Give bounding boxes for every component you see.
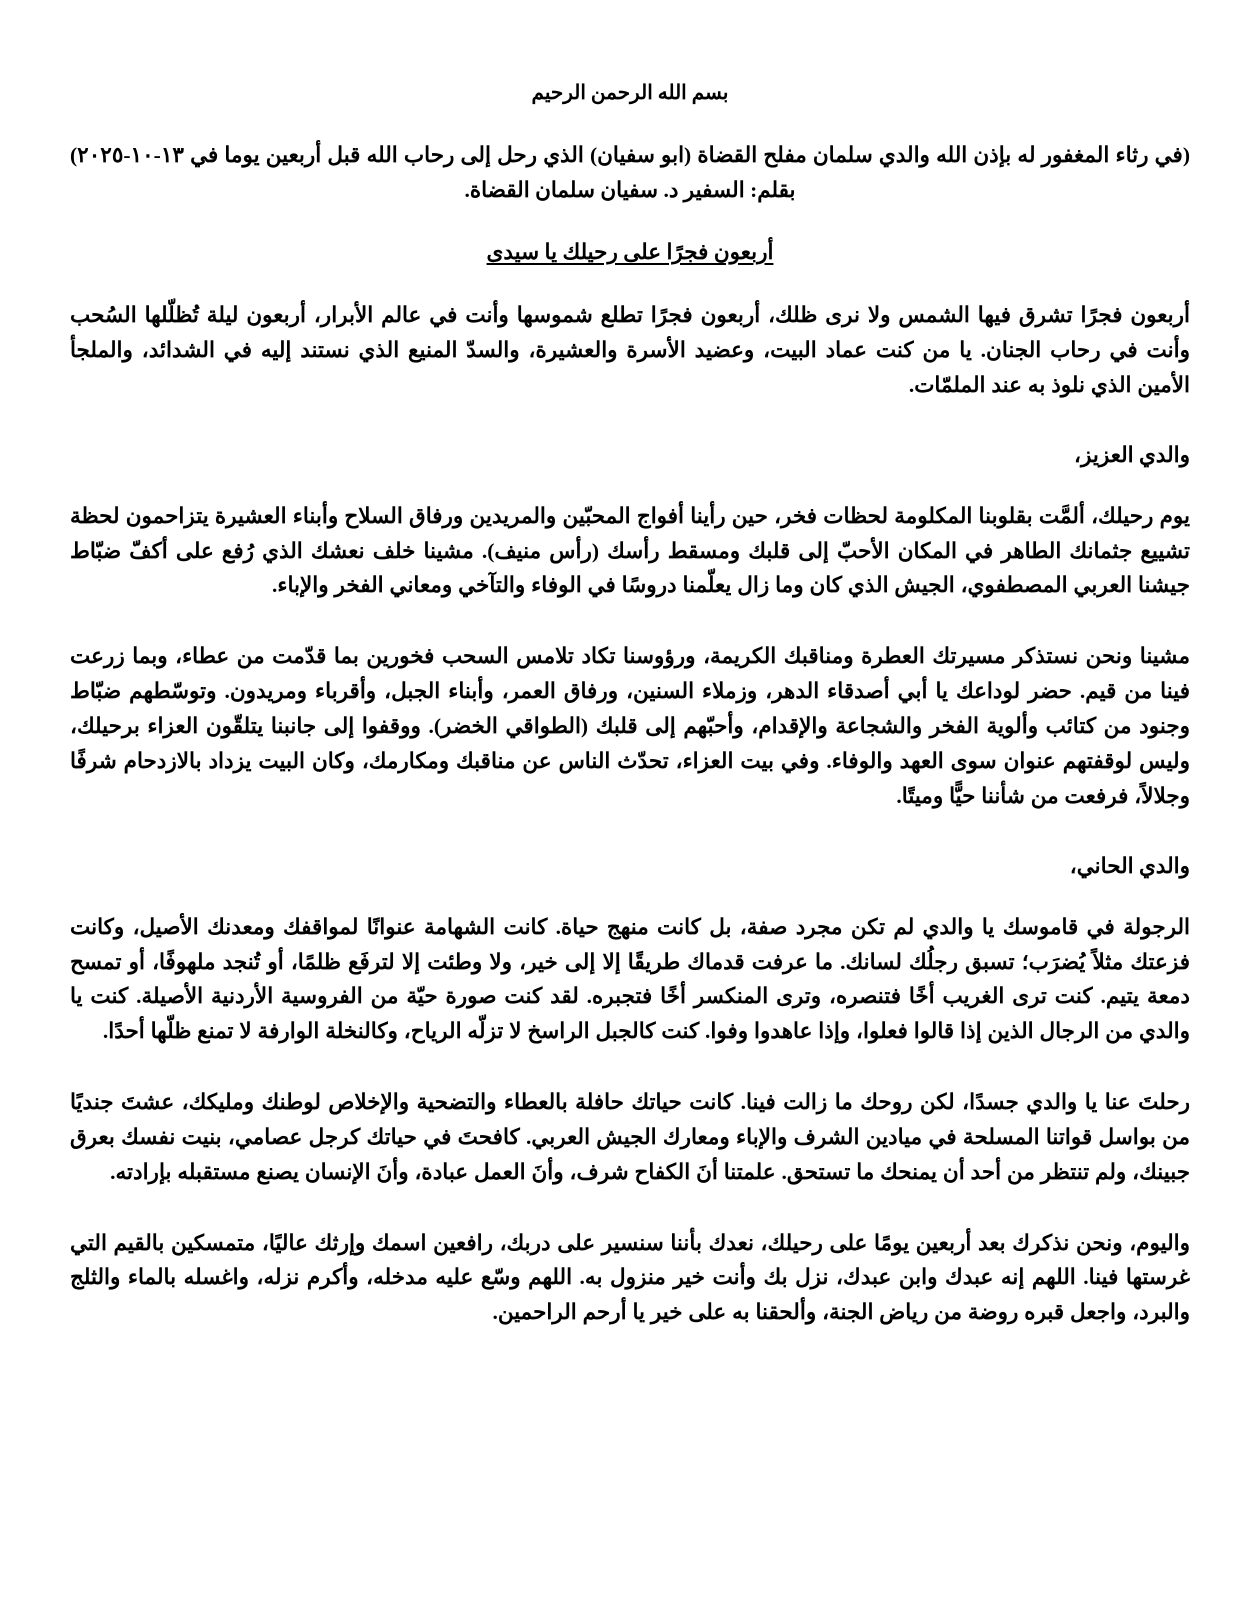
elegy-subtitle: (في رثاء المغفور له بإذن الله والدي سلمان مفلح القضاة (ابو سفيان) الذي رحل إلى رحاب الله قبل أربعين يوما في ١٣-١٠-٢٠٢٥) بقلم: السفير د. سفيان سلمان القضاة. [70,143,1190,202]
paragraph-5: رحلتَ عنا يا والدي جسدًا، لكن روحك ما زالت فينا. كانت حياتك حافلة بالعطاء والتضحية والإخلاص لوطنك ومليكك، عشتَ جنديًا من بواسل قواتنا المسلحة في ميادين الشرف والإباء ومعارك الجيش العربي. كافحتَ في حياتك كرجل عصامي، بنيت نفسك بعرق جبينك، ولم تنتظر من أحد أن يمنحك ما تستحق. علمتنا أنَ الكفاح شرف، وأنَ العمل عبادة، وأنَ الإنسان يصنع مستقبله بإرادته. [70,1090,1190,1184]
page-title [70,236,1190,268]
paragraph-6: واليوم، ونحن نذكرك بعد أربعين يومًا على رحيلك، نعدك بأننا سنسير على دربك، رافعين اسمك وإرثك عاليًا، متمسكين بالقيم التي غرستها فينا. اللهم إنه عبدك وابن عبدك، نزل بك وأنت خير منزول به. اللهم وسّع عليه مدخله، وأكرم نزله، واغسله بالماء والثلج والبرد، واجعل قبره روضة من رياض الجنة، وألحقنا به على خير يا أرحم الراحمين. [70,1230,1190,1325]
salutation-tender-father: والدي الحاني، [1069,854,1190,879]
basmala-heading: بسم الله الرحمن الرحيم [531,82,729,104]
spacer [70,629,1190,639]
paragraph-1: أربعون فجرًا تشرق فيها الشمس ولا نرى ظلك، أربعون فجرًا تطلع شموسها وأنت في عالم الأبرار، أربعون ليلة تُظلّلها السُحب وأنت في رحاب الجنان. يا من كنت عماد البيت، وعضيد الأسرة والعشيرة، والسدّ المنيع الذي نستند إليه في الشدائد، والملجأ الأمين الذي نلوذ به عند الملمّات. [70,302,1190,397]
page-title-text: أربعون فجرًا على رحيلك يا سيدى [486,239,774,264]
salutation-dear-father: والدي العزيز، [1074,443,1190,468]
spacer [70,1075,1190,1085]
spacer [70,1216,1190,1226]
paragraph-2: يوم رحيلك، ألمَّت بقلوبنا المكلومة لحظات فخر، حين رأينا أفواج المحبّين والمريدين ورفاق السلاح وأبناء العشيرة يتزاحمون لحظة تشييع جثمانك الطاهر في المكان الأحبّ إلى قلبك ومسقط رأسك (رأس منيف). مشينا خلف نعشك الذي رُفع على أكفّ ضبّاط جيشنا العربي المصطفوي، الجيش الذي كان وما زال يعلّمنا دروسًا في الوفاء والتآخي ومعاني الفخر والإباء. [70,503,1190,598]
paragraph-3: مشينا ونحن نستذكر مسيرتك العطرة ومناقبك الكريمة، ورؤوسنا تكاد تلامس السحب فخورين بما قدّمت من عطاء، وبما زرعت فينا من قيم. حضر لوداعك يا أبي أصدقاء الدهر، وزملاء السنين، ورفاق العمر، وأبناء الجبل، وأقرباء ومريدون. وتوسّطهم ضبّاط وجنود من كتائب وألوية الفخر والشجاعة والإقدام، وأحبّهم إلى قلبك (الطواقي الخضر). ووقفوا إلى جانبنا يتلقّون العزاء برحيلك، وليس لوقفتهم عنوان سوى العهد والوفاء. وفي بيت العزاء، تحدّث الناس عن مناقبك ومكارمك، وكان البيت يزداد بالازدحام شرفًا وجلالاً، فرفعت من شأننا حيًّا وميتًا. [70,644,1190,808]
spacer [70,839,1190,849]
paragraph-4: الرجولة في قاموسك يا والدي لم تكن مجرد صفة، بل كانت منهج حياة. كانت الشهامة عنوانًا لمواقفك ومعدنك الأصيل، وكانت فزعتك مثلاً يُضرَب؛ تسبق رجلُك لسانك. ما عرفت قدماك طريقًا إلا إلى خير، ولا وطئت إلا لترفَع ظلمًا، أو تُنجد ملهوفًا، أو تمسح دمعة يتيم. كنت ترى الغريب أخًا فتنصره، وترى المنكسر أخًا فتجبره. لقد كنت صورة حيّة من الفروسية الأردنية الأصيلة. كنت يا والدي من الرجال الذين إذا قالوا فعلوا، وإذا عاهدوا وفوا. كنت كالجبل الراسخ لا تزلّه الرياح، وكالنخلة الوارفة لا تمنع ظلّها أحدًا. [70,914,1190,1044]
spacer [70,428,1190,438]
